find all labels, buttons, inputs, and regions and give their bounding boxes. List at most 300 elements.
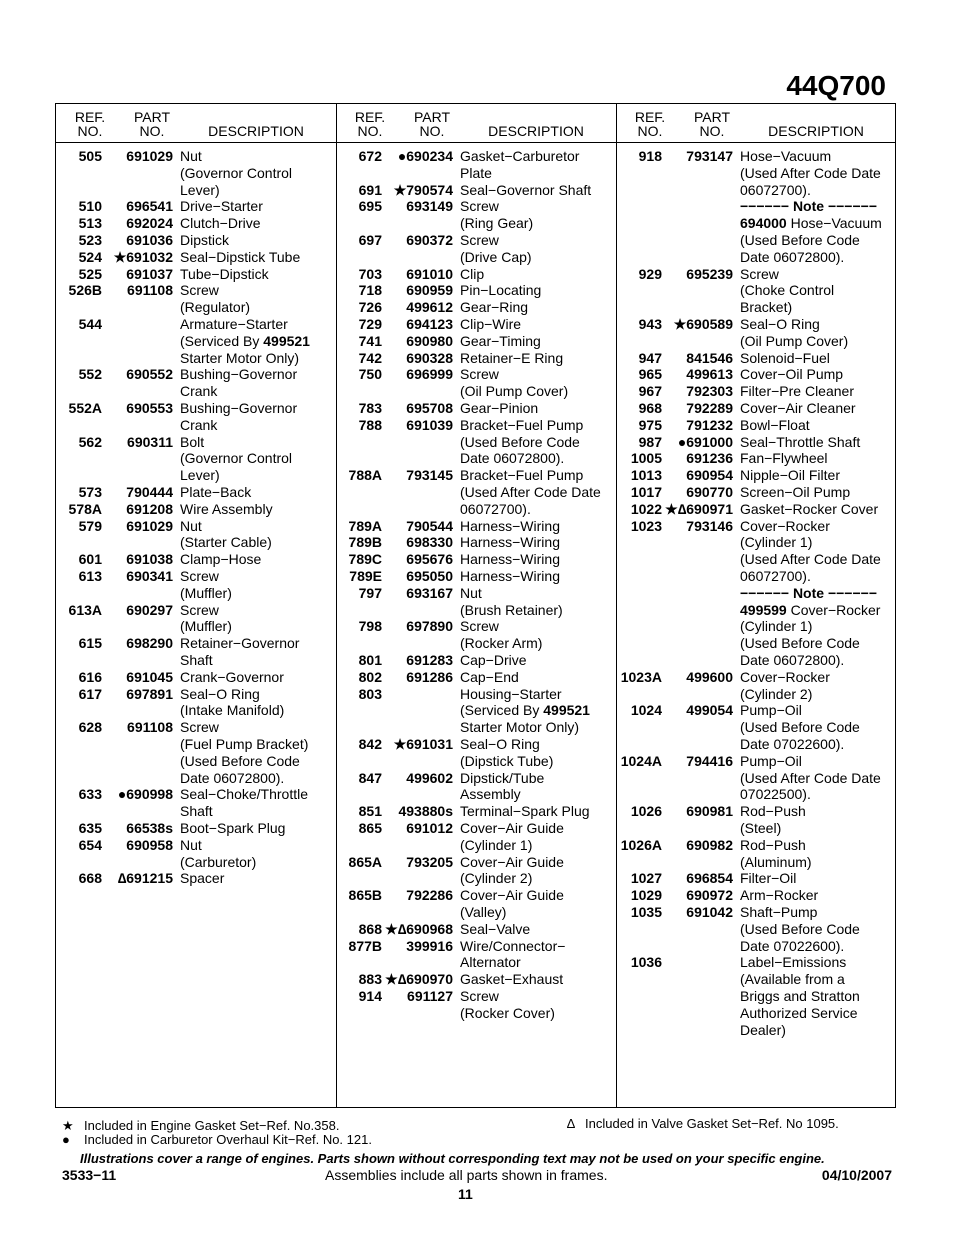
ref-number: 613 <box>78 568 102 584</box>
ref-number: 947 <box>638 349 662 366</box>
part-header: PART <box>693 109 731 125</box>
part-number: 691012 <box>406 820 453 836</box>
table-row <box>336 669 616 686</box>
table-row <box>616 887 896 904</box>
parts-column <box>616 104 896 1038</box>
description: Shaft <box>180 652 213 668</box>
description: Seal−Choke/Throttle <box>180 786 309 803</box>
table-row <box>336 350 616 367</box>
part-number: 792286 <box>406 887 453 904</box>
table-row <box>616 551 896 568</box>
description: Bolt <box>180 433 205 450</box>
delta-symbol: ∆ <box>567 1116 575 1131</box>
part-header: NO. <box>139 123 165 139</box>
part-number: 399916 <box>406 937 453 954</box>
description: (Used After Code Date <box>740 551 881 568</box>
table-row <box>336 602 616 619</box>
part-number: 691038 <box>126 551 173 568</box>
model-number: 44Q700 <box>786 70 886 101</box>
ref-number: 868 <box>358 920 382 937</box>
table-row <box>336 534 616 551</box>
description: Clip−Wire <box>460 316 522 332</box>
ref-number: 789C <box>348 551 382 568</box>
description: Starter Motor Only) <box>180 349 300 366</box>
ref-number: 697 <box>358 232 382 248</box>
table-row <box>616 719 896 736</box>
table-row <box>56 165 336 182</box>
ref-header: REF. <box>74 109 106 125</box>
description: Dipstick/Tube <box>460 769 545 786</box>
table-row <box>616 854 896 871</box>
table-row <box>616 669 896 686</box>
part-number: 693167 <box>406 584 453 601</box>
table-row <box>56 299 336 316</box>
description: Bracket) <box>740 299 793 316</box>
description: Clip <box>460 265 485 282</box>
part-number: 691029 <box>126 148 173 164</box>
table-row <box>616 350 896 367</box>
table-row <box>336 366 616 383</box>
description: Briggs and Stratton <box>740 988 860 1004</box>
part-number: 790444 <box>126 484 173 500</box>
footnote-delta-text: Included in Valve Gasket Set−Ref. No 1095. <box>585 1116 839 1131</box>
description: Lever) <box>180 467 220 484</box>
column-header <box>336 104 616 142</box>
part-number: 690311 <box>127 433 173 450</box>
description: Date 06072800). <box>740 248 845 265</box>
ref-number: 1013 <box>630 467 662 484</box>
ref-number: 525 <box>78 265 102 282</box>
parts-table <box>55 103 896 1108</box>
description: Gasket−Exhaust <box>460 971 564 988</box>
part-number: 790544 <box>406 517 453 534</box>
table-row <box>56 702 336 719</box>
table-row <box>56 282 336 299</box>
table-row <box>616 954 896 971</box>
description: (Fuel Pump Bracket) <box>180 736 309 752</box>
table-row <box>56 467 336 484</box>
description: Label−Emissions <box>740 954 847 971</box>
table-row <box>336 1005 616 1022</box>
ref-number: 510 <box>78 198 102 215</box>
part-number: 690341 <box>126 568 173 584</box>
table-row <box>336 652 616 669</box>
description: (Used Before Code <box>740 920 860 937</box>
ref-number: 965 <box>638 366 662 383</box>
description: Cap−End <box>460 668 519 685</box>
description: (Used After Code Date <box>460 484 601 500</box>
table-row <box>336 770 616 787</box>
description: Pin−Locating <box>460 282 542 299</box>
description: Authorized Service <box>740 1004 858 1021</box>
ref-number: 523 <box>78 232 102 248</box>
part-number: ●691000 <box>677 433 733 450</box>
description: (Dipstick Tube) <box>460 752 554 769</box>
ref-number: 929 <box>638 265 662 282</box>
star-symbol: ★ <box>62 1118 74 1133</box>
table-row <box>616 635 896 652</box>
description: (Intake Manifold) <box>180 702 285 719</box>
part-number: 690958 <box>126 836 173 853</box>
table-row <box>616 870 896 887</box>
description: (Oil Pump Cover) <box>740 332 849 349</box>
description: (Cylinder 1) <box>740 618 813 635</box>
ref-number: 578A <box>68 500 102 517</box>
part-number: 66538s <box>126 820 173 836</box>
table-row <box>616 602 896 619</box>
part-number: 696854 <box>686 870 733 887</box>
description: Terminal−Spark Plug <box>460 803 590 820</box>
table-row <box>336 786 616 803</box>
table-row <box>336 887 616 904</box>
ref-number: 1017 <box>630 484 662 500</box>
description: Cover−Oil Pump <box>740 366 844 383</box>
table-row <box>336 753 616 770</box>
ref-number: 617 <box>78 685 102 702</box>
part-number: 691045 <box>126 668 173 685</box>
description: Nut <box>180 836 202 853</box>
ref-number: 628 <box>78 719 102 736</box>
description: (Serviced By 499521 <box>180 332 310 349</box>
part-number: 695708 <box>406 400 453 416</box>
dot-symbol: ● <box>62 1132 70 1147</box>
description-header: DESCRIPTION <box>208 123 304 139</box>
part-number: ★691032 <box>113 248 173 265</box>
ref-number: 1027 <box>630 870 662 887</box>
part-number: ★∆690970 <box>385 971 453 988</box>
ref-number: 562 <box>78 433 102 450</box>
description-header: DESCRIPTION <box>768 123 864 139</box>
table-row <box>56 568 336 585</box>
table-row <box>56 786 336 803</box>
description: Pump−Oil <box>740 752 802 769</box>
description: (Used Before Code <box>740 635 860 652</box>
table-row <box>336 702 616 719</box>
description: Crank <box>180 383 218 400</box>
table-row <box>56 383 336 400</box>
table-row <box>336 182 616 199</box>
ref-number: 750 <box>358 366 382 383</box>
description: Dipstick <box>180 232 230 248</box>
description: Nut <box>460 584 482 601</box>
column-header <box>56 104 336 142</box>
part-number: 793147 <box>686 148 733 164</box>
description: Seal−O Ring <box>460 736 540 752</box>
ref-number: 847 <box>358 769 382 786</box>
footnote-star <box>62 1118 339 1133</box>
table-row <box>56 316 336 333</box>
table-row <box>336 635 616 652</box>
description: Shaft−Pump <box>740 904 818 920</box>
table-row <box>56 719 336 736</box>
description: (Used Before Code <box>180 752 300 769</box>
description: Harness−Wiring <box>460 568 560 584</box>
description: Seal−Dipstick Tube <box>180 248 301 265</box>
parts-column <box>56 104 336 887</box>
table-row <box>336 400 616 417</box>
description: Boot−Spark Plug <box>180 820 286 836</box>
table-row <box>616 198 896 215</box>
part-number: 841546 <box>686 349 733 366</box>
description: Screw <box>180 568 219 584</box>
table-row <box>616 1022 896 1039</box>
description: Seal−O Ring <box>740 316 820 332</box>
table-row <box>56 820 336 837</box>
description: (Oil Pump Cover) <box>460 383 569 400</box>
description: Nipple−Oil Filter <box>740 467 840 484</box>
part-number: ★∆690971 <box>665 500 733 517</box>
description: Armature−Starter <box>180 316 288 332</box>
table-row <box>336 299 616 316</box>
table-row <box>616 753 896 770</box>
table-row <box>336 148 616 165</box>
description: Plate <box>460 164 492 181</box>
table-row <box>56 837 336 854</box>
description: Fan−Flywheel <box>740 450 828 467</box>
part-number: ★∆690968 <box>385 920 453 937</box>
part-number: 794416 <box>686 752 733 769</box>
table-row <box>336 803 616 820</box>
description: Crank <box>180 416 218 433</box>
table-row <box>336 988 616 1005</box>
table-row <box>616 501 896 518</box>
table-row <box>56 770 336 787</box>
table-row <box>616 484 896 501</box>
ref-number: 801 <box>358 652 382 668</box>
table-row <box>616 921 896 938</box>
ref-number: 802 <box>358 668 382 685</box>
table-row <box>56 736 336 753</box>
description: Screw <box>460 366 499 383</box>
footnote-delta <box>567 1116 839 1131</box>
table-row <box>336 165 616 182</box>
ref-number: 1026 <box>630 803 662 820</box>
table-row <box>56 518 336 535</box>
description: (Used Before Code <box>740 719 860 736</box>
table-row <box>616 417 896 434</box>
ref-header: NO. <box>357 123 383 139</box>
table-row <box>616 232 896 249</box>
part-number: 697891 <box>126 685 173 702</box>
ref-number: 865A <box>348 853 382 870</box>
table-row <box>56 652 336 669</box>
description: Bracket−Fuel Pump <box>460 467 584 484</box>
table-row <box>616 786 896 803</box>
document-date: 04/10/2007 <box>821 1167 892 1183</box>
table-row <box>336 820 616 837</box>
description: (Muffler) <box>180 618 232 635</box>
table-row <box>56 484 336 501</box>
part-number: 692024 <box>126 215 173 232</box>
ref-number: 695 <box>358 198 382 215</box>
table-row <box>616 249 896 266</box>
ref-number: 524 <box>78 248 102 265</box>
ref-number: 783 <box>358 400 382 416</box>
ref-number: 729 <box>358 316 382 332</box>
description: Tube−Dipstick <box>180 265 269 282</box>
description: Pump−Oil <box>740 702 802 719</box>
description: 06072700). <box>460 500 531 517</box>
description: (Cylinder 1) <box>460 836 533 853</box>
footnote-star-text: Included in Engine Gasket Set−Ref. No.358. <box>84 1118 340 1133</box>
part-number: 499612 <box>406 299 453 316</box>
part-number: 499613 <box>686 366 733 383</box>
description: Rod−Push <box>740 836 806 853</box>
ref-number: 918 <box>638 148 662 164</box>
ref-number: 1024A <box>620 752 662 769</box>
part-header: PART <box>413 109 451 125</box>
description: Screw <box>460 198 499 215</box>
description: Screw <box>740 265 779 282</box>
description: Arm−Rocker <box>740 887 819 904</box>
description: (Serviced By 499521 <box>460 702 590 719</box>
description: (Choke Control <box>740 282 835 299</box>
table-row <box>616 820 896 837</box>
description: (Rocker Arm) <box>460 635 543 652</box>
description: (Used After Code Date <box>740 164 881 181</box>
description: (Governor Control <box>180 164 293 181</box>
ref-number: 505 <box>78 148 102 164</box>
table-row <box>56 249 336 266</box>
part-number: 691208 <box>126 500 173 517</box>
table-row <box>616 333 896 350</box>
table-row <box>56 803 336 820</box>
table-row <box>336 938 616 955</box>
table-row <box>336 736 616 753</box>
table-row <box>336 904 616 921</box>
description: Cover−Rocker <box>740 668 830 685</box>
description: Date 06072800). <box>740 652 845 668</box>
ref-number: 968 <box>638 400 662 416</box>
description: Hose−Vacuum <box>740 148 832 164</box>
description: Crank−Governor <box>180 668 284 685</box>
part-number: 695239 <box>686 265 733 282</box>
part-header: NO. <box>699 123 725 139</box>
description: 499599 Cover−Rocker <box>740 601 881 618</box>
ref-number: 691 <box>358 181 382 198</box>
table-row <box>336 232 616 249</box>
table-row <box>56 635 336 652</box>
table-row <box>56 417 336 434</box>
ref-number: 544 <box>78 316 102 332</box>
table-row <box>336 450 616 467</box>
table-row <box>56 501 336 518</box>
page-number: 11 <box>458 1186 473 1202</box>
table-row <box>336 568 616 585</box>
ref-number: 672 <box>358 148 382 164</box>
table-row <box>616 467 896 484</box>
table-row <box>336 249 616 266</box>
part-number: 694123 <box>406 316 453 332</box>
table-row <box>336 501 616 518</box>
description: (Cylinder 2) <box>740 685 813 702</box>
description: (Steel) <box>740 820 782 836</box>
table-row <box>616 165 896 182</box>
part-number: ●690234 <box>397 148 453 164</box>
ref-number: 842 <box>358 736 382 752</box>
description: (Used After Code Date <box>740 769 881 786</box>
part-number: ★690589 <box>673 316 733 332</box>
part-number: 691029 <box>126 517 173 534</box>
description: Bowl−Float <box>740 416 810 433</box>
description: Dealer) <box>740 1021 786 1038</box>
description: (Ring Gear) <box>460 215 534 232</box>
description: Screw <box>180 601 219 618</box>
description: Retainer−E Ring <box>460 349 564 366</box>
part-number: 690982 <box>686 836 733 853</box>
part-number: 691127 <box>407 988 453 1004</box>
part-number: 691283 <box>406 652 453 668</box>
ref-number: 1024 <box>630 702 662 719</box>
ref-number: 703 <box>358 265 382 282</box>
description: Assembly <box>460 786 521 803</box>
ref-number: 851 <box>358 803 382 820</box>
table-row <box>336 686 616 703</box>
table-row <box>56 450 336 467</box>
ref-number: 654 <box>78 836 102 853</box>
description: Retainer−Governor <box>180 635 300 652</box>
table-row <box>616 383 896 400</box>
table-row <box>56 333 336 350</box>
description: Screw <box>460 988 499 1004</box>
ref-number: 616 <box>78 668 102 685</box>
description: (Regulator) <box>180 299 251 316</box>
table-row <box>336 719 616 736</box>
ref-number: 803 <box>358 685 382 702</box>
table-row <box>616 534 896 551</box>
description: 06072700). <box>740 181 811 198</box>
table-row <box>616 971 896 988</box>
description: Seal−O Ring <box>180 685 260 702</box>
table-row <box>616 400 896 417</box>
ref-number: 668 <box>78 870 102 887</box>
part-number: 691236 <box>686 450 733 467</box>
description: Gasket−Rocker Cover <box>740 500 879 517</box>
part-number: 695676 <box>406 551 453 568</box>
table-row <box>336 333 616 350</box>
table-row <box>56 669 336 686</box>
part-number: 499054 <box>686 702 733 719</box>
part-number: 690770 <box>686 484 733 500</box>
ref-number: 718 <box>358 282 382 299</box>
description: Filter−Oil <box>740 870 797 887</box>
table-row <box>616 652 896 669</box>
description: Solenoid−Fuel <box>740 349 830 366</box>
description: Shaft <box>180 803 213 820</box>
ref-number: 1036 <box>630 954 662 971</box>
ref-number: 789A <box>348 517 382 534</box>
table-row <box>616 803 896 820</box>
ref-number: 1026A <box>620 836 662 853</box>
ref-number: 742 <box>358 349 382 366</box>
ref-number: 943 <box>638 316 662 332</box>
table-row <box>336 854 616 871</box>
ref-number: 513 <box>78 215 102 232</box>
table-row <box>616 702 896 719</box>
table-row <box>616 988 896 1005</box>
ref-number: 613A <box>68 601 102 618</box>
part-number: 697890 <box>406 618 453 635</box>
part-number: 690553 <box>126 400 173 416</box>
table-row <box>336 518 616 535</box>
table-row <box>336 954 616 971</box>
description: Seal−Governor Shaft <box>460 181 592 198</box>
table-row <box>616 266 896 283</box>
description: Screw <box>460 232 499 248</box>
ref-number: 877B <box>348 937 382 954</box>
table-row <box>616 450 896 467</box>
description: (Cylinder 1) <box>740 534 813 551</box>
